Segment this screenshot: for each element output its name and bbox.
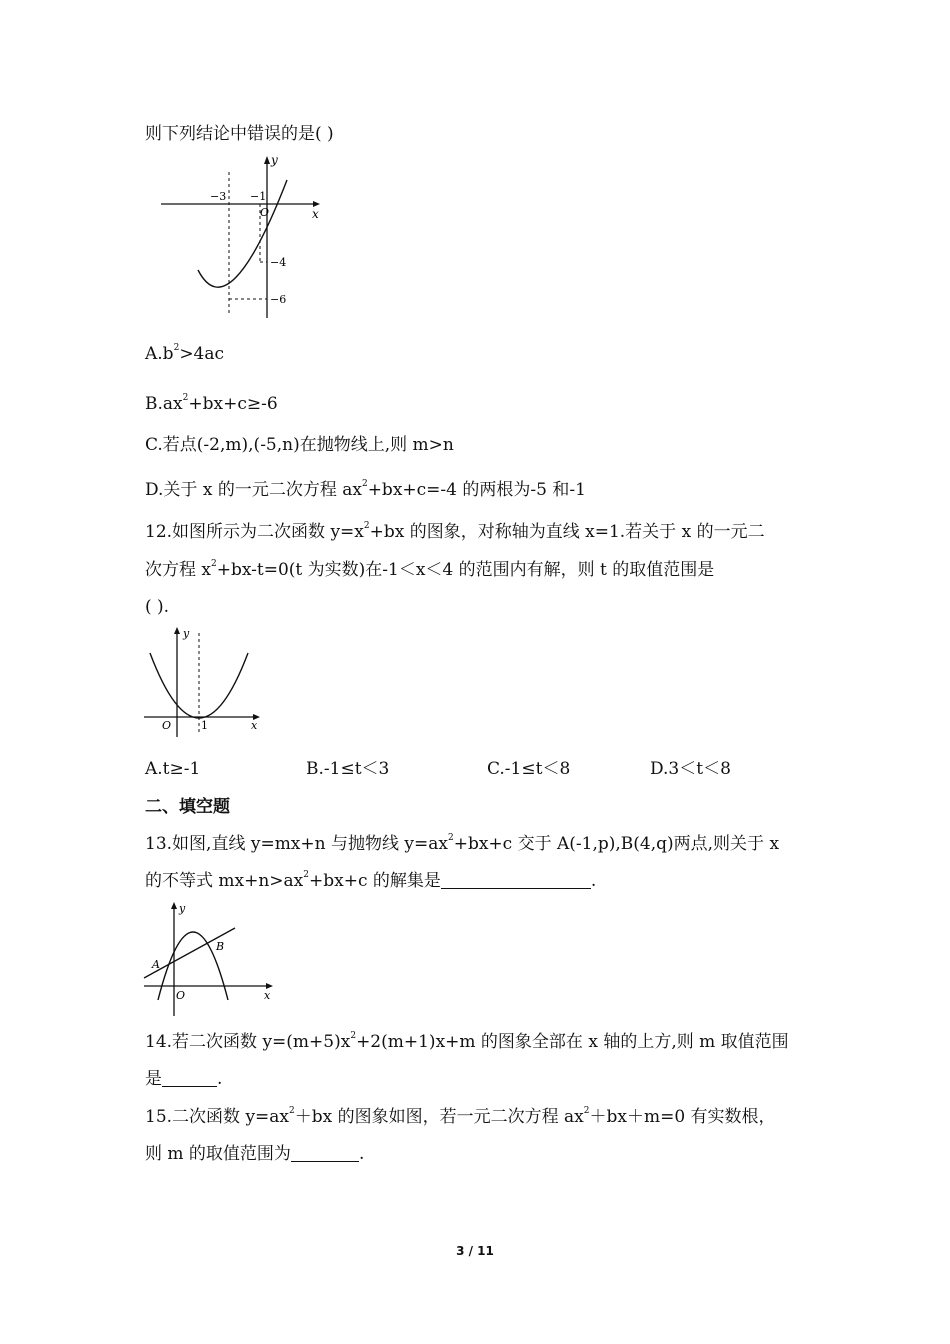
origin-label: O — [176, 989, 186, 1002]
q12-line-2: 次方程 $x^2+bx-t=0(t$ 为实数)在-1＜x＜4 的范围内有解，则 t 的取值范围是 — [145, 559, 715, 580]
q15-line-2: 则 m 的取值范围为 . — [145, 1144, 365, 1164]
answer-blank[interactable] — [291, 1145, 359, 1162]
parabola-curve — [150, 653, 248, 718]
origin-label: O — [260, 206, 270, 219]
tick-label-minus4: −4 — [270, 256, 287, 269]
q11-stem: 则下列结论中错误的是( ) — [145, 124, 334, 144]
origin-label: O — [162, 719, 172, 732]
q12-option-b: B.-1≤t＜3 — [306, 759, 390, 779]
q12-option-c: C.-1≤t＜8 — [487, 759, 571, 779]
q11-option-a: $A.b^2>4ac$ — [145, 343, 225, 364]
q11-parabola-graph — [158, 152, 328, 320]
answer-blank[interactable] — [441, 872, 591, 889]
q11-option-b: $B.ax^2+bx+c\ge-6$ — [145, 393, 278, 414]
q12-option-d: D.3＜t＜8 — [650, 759, 731, 779]
x-axis-label: x — [251, 719, 258, 732]
point-a-label: A — [152, 958, 160, 971]
q13-line-1: 13.如图,直线 y=mx+n 与抛物线 $y=ax^2+bx+c$ 交于 A(-1,p),B(4,q)两点,则关于 x — [145, 833, 780, 854]
q11-option-d: D.关于 x 的一元二次方程 $ax^2+bx+c=-4$ 的两根为-5 和-1 — [145, 479, 586, 500]
q12-option-a: A.t≥-1 — [145, 759, 201, 779]
x-axis-label: x — [312, 207, 319, 221]
y-axis-label: y — [183, 627, 190, 640]
tick-label-1: 1 — [201, 719, 208, 732]
q14-line-2: 是 . — [145, 1069, 223, 1089]
page-number: 3 / 11 — [456, 1244, 494, 1258]
point-b-label: B — [216, 940, 225, 953]
y-axis-label: y — [179, 902, 186, 915]
y-axis-arrow — [174, 627, 180, 634]
tick-label-minus3: −3 — [210, 190, 227, 203]
y-axis-arrow — [264, 156, 270, 164]
q12-line-1: 12.如图所示为二次函数 $y=x^2+bx$ 的图象，对称轴为直线 x=1.若关于 x 的一元二 — [145, 521, 765, 542]
y-axis-label: y — [271, 153, 278, 167]
answer-blank[interactable] — [162, 1070, 217, 1087]
x-axis-label: x — [264, 989, 271, 1002]
q12-line-3: ( ). — [145, 597, 170, 617]
y-axis-arrow — [171, 902, 177, 909]
tick-label-minus1: −1 — [250, 190, 267, 203]
tick-label-minus6: −6 — [270, 293, 287, 306]
section-heading: 二、填空题 — [145, 797, 230, 817]
q13-line-parabola-graph — [140, 900, 275, 1018]
q11-option-c: C.若点(-2,m),(-5,n)在抛物线上,则 m>n — [145, 435, 454, 455]
q12-parabola-graph — [140, 625, 265, 740]
q14-line-1: 14.若二次函数 $y=(m+5)x^2+2(m+1)x+m$ 的图象全部在 x 轴的上方,则 m 取值范围 — [145, 1031, 789, 1052]
q13-line-2: 的不等式 $mx+n>ax^2+bx+c$ 的解集是 . — [145, 870, 597, 891]
q15-line-1: 15.二次函数 $y=ax^2+bx$ 的图象如图，若一元二次方程 $ax^2+bx+m=0$ 有实数根， — [145, 1106, 776, 1127]
